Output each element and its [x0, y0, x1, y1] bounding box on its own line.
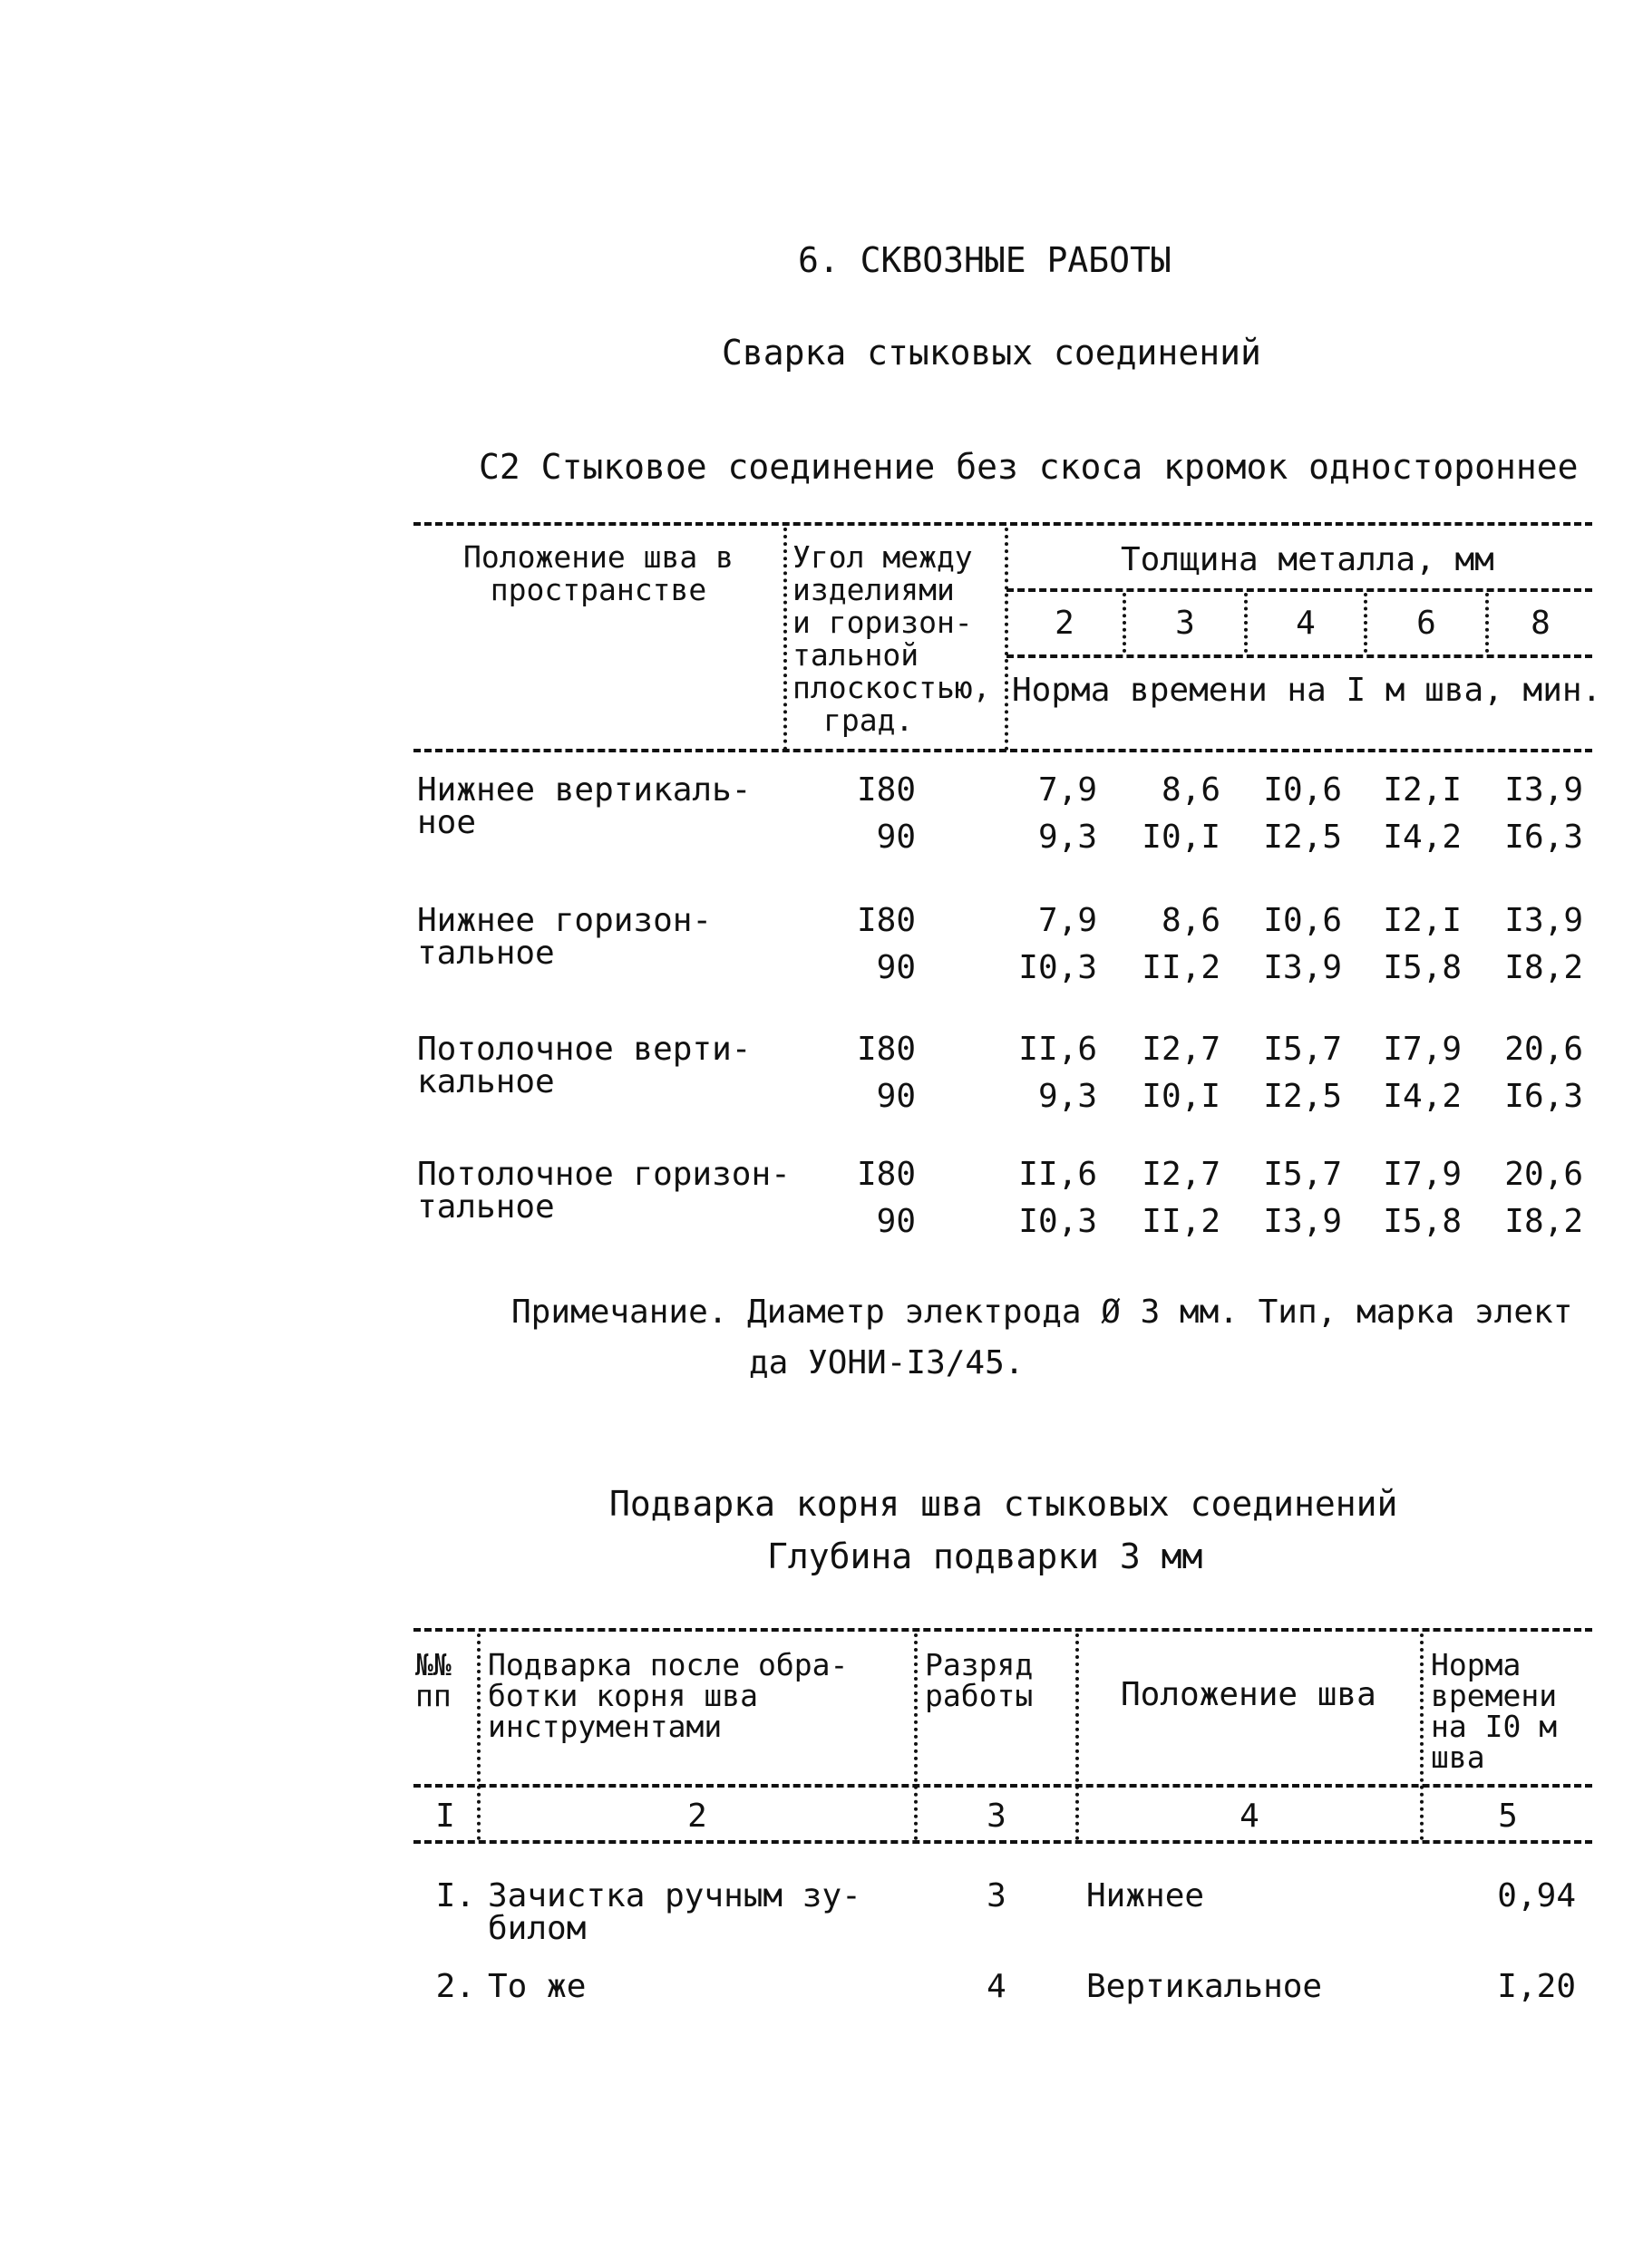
cell-value: I5,8 — [1383, 1203, 1462, 1240]
row-position-line1: Нижнее вертикаль- — [417, 771, 752, 809]
cell-value: I3,9 — [1504, 771, 1583, 809]
row-position-line2: ное — [417, 804, 477, 841]
row-position-line2: тальное — [417, 1188, 555, 1226]
row-angle: 90 — [876, 819, 916, 856]
cell-value: I7,9 — [1383, 1156, 1462, 1193]
row-angle: I80 — [856, 771, 916, 809]
row-method-line1: Зачистка ручным зу- — [488, 1877, 861, 1914]
cell-value: I0,6 — [1263, 771, 1342, 809]
cell-value: I2,5 — [1263, 819, 1342, 856]
cell-value: I3,9 — [1263, 1203, 1342, 1240]
header-position: Положение шва — [1121, 1676, 1376, 1713]
col-number: I — [435, 1798, 455, 1835]
table1-header-bottom-rule — [413, 749, 1592, 752]
cell-value: I3,9 — [1263, 949, 1342, 986]
header-num-line2: пп — [415, 1678, 452, 1713]
cell-value: I5,7 — [1263, 1156, 1342, 1193]
table2-header-rule — [413, 1784, 1592, 1788]
cell-value: 9,3 — [1037, 819, 1097, 856]
table1-top-rule — [413, 522, 1592, 526]
cell-value: I3,9 — [1504, 902, 1583, 939]
thickness-3: 3 — [1175, 605, 1195, 642]
cell-value: 8,6 — [1161, 902, 1220, 939]
header-method-line1: Подварка после обра- — [488, 1647, 849, 1682]
cell-value: II,6 — [1018, 1031, 1097, 1068]
cell-value: I2,7 — [1142, 1031, 1220, 1068]
header-position-line2: пространстве — [490, 572, 707, 607]
row-position-line2: кальное — [417, 1063, 555, 1100]
col-number: 4 — [1240, 1798, 1259, 1835]
table1-norm-rule — [1006, 654, 1592, 658]
table2-top-rule — [413, 1628, 1592, 1632]
row-norm: I,20 — [1497, 1968, 1576, 2005]
row-grade: 3 — [987, 1877, 1006, 1914]
row-angle: 90 — [876, 1078, 916, 1115]
col-number: 5 — [1498, 1798, 1518, 1835]
header-norm-line1: Норма — [1431, 1647, 1521, 1682]
header-norm-line4: шва — [1431, 1740, 1485, 1775]
row-position-line1: Потолочное горизон- — [417, 1156, 791, 1193]
cell-value: I2,5 — [1263, 1078, 1342, 1115]
row-position-line1: Потолочное верти- — [417, 1031, 752, 1068]
col-number: 3 — [987, 1798, 1006, 1835]
header-position-line1: Положение шва в — [462, 539, 734, 575]
header-angle-line6: град. — [823, 703, 914, 738]
row-method-line1: То же — [488, 1968, 587, 2005]
row-grade: 4 — [987, 1968, 1006, 2005]
cell-value: 20,6 — [1504, 1031, 1583, 1068]
thickness-8: 8 — [1531, 605, 1551, 642]
cell-value: 8,6 — [1161, 771, 1220, 809]
row-num: I. — [435, 1877, 475, 1914]
cell-value: II,6 — [1018, 1156, 1097, 1193]
thickness-2: 2 — [1055, 605, 1074, 642]
cell-value: I2,7 — [1142, 1156, 1220, 1193]
cell-value: I2,I — [1383, 771, 1462, 809]
thickness-6: 6 — [1416, 605, 1436, 642]
cell-value: I4,2 — [1383, 1078, 1462, 1115]
cell-value: I0,I — [1142, 1078, 1220, 1115]
cell-value: I0,3 — [1018, 949, 1097, 986]
row-position-line1: Нижнее горизон- — [417, 902, 713, 939]
subtitle: Сварка стыковых соединений — [722, 333, 1261, 373]
col-number: 2 — [687, 1798, 707, 1835]
section2-title: Подварка корня шва стыковых соединений — [609, 1484, 1398, 1524]
header-num-line1: №№ — [415, 1647, 452, 1682]
header-norm-line2: времени — [1431, 1678, 1558, 1713]
row-angle: I80 — [856, 902, 916, 939]
table1-col-divider — [783, 528, 787, 751]
header-norm-line3: на I0 м — [1431, 1709, 1558, 1744]
cell-value: I6,3 — [1504, 819, 1583, 856]
cell-value: 7,9 — [1037, 902, 1097, 939]
header-grade-line2: работы — [925, 1678, 1034, 1713]
header-angle-line2: изделиями — [792, 572, 955, 607]
header-method-line3: инструментами — [488, 1709, 723, 1744]
cell-value: I6,3 — [1504, 1078, 1583, 1115]
header-grade-line1: Разряд — [925, 1647, 1034, 1682]
header-angle-line3: и горизон- — [792, 605, 973, 640]
row-position: Вертикальное — [1086, 1968, 1323, 2005]
row-angle: I80 — [856, 1031, 916, 1068]
row-norm: 0,94 — [1497, 1877, 1576, 1914]
cell-value: I0,6 — [1263, 902, 1342, 939]
note-line2: да УОНИ-I3/45. — [749, 1344, 1025, 1381]
cell-value: 20,6 — [1504, 1156, 1583, 1193]
cell-value: I7,9 — [1383, 1031, 1462, 1068]
header-angle-line5: плоскостью, — [792, 670, 991, 705]
cell-value: I0,I — [1142, 819, 1220, 856]
cell-value: I5,8 — [1383, 949, 1462, 986]
header-angle-line1: Угол между — [792, 539, 973, 575]
section-title: 6. СКВОЗНЫЕ РАБОТЫ — [798, 240, 1171, 280]
header-angle-line4: тальной — [792, 637, 919, 673]
header-thickness: Толщина металла, мм — [1121, 541, 1494, 578]
note-line1: Примечание. Диаметр электрода Ø 3 мм. Тип, марка элект — [511, 1294, 1573, 1331]
row-position-line2: тальное — [417, 935, 555, 972]
row-angle: I80 — [856, 1156, 916, 1193]
cell-value: I2,I — [1383, 902, 1462, 939]
cell-value: II,2 — [1142, 1203, 1220, 1240]
table1-thickness-rule — [1006, 588, 1592, 592]
row-method-line2: билом — [488, 1910, 587, 1947]
cell-value: II,2 — [1142, 949, 1220, 986]
header-norm: Норма времени на I м шва, мин. — [1012, 672, 1602, 709]
cell-value: I8,2 — [1504, 1203, 1583, 1240]
cell-value: I8,2 — [1504, 949, 1583, 986]
cell-value: I5,7 — [1263, 1031, 1342, 1068]
row-num: 2. — [435, 1968, 475, 2005]
section2-subtitle: Глубина подварки 3 мм — [767, 1536, 1203, 1576]
row-angle: 90 — [876, 949, 916, 986]
table2-numbers-rule — [413, 1840, 1592, 1844]
header-method-line2: ботки корня шва — [488, 1678, 759, 1713]
cell-value: I4,2 — [1383, 819, 1462, 856]
row-position: Нижнее — [1086, 1877, 1205, 1914]
cell-value: I0,3 — [1018, 1203, 1097, 1240]
row-angle: 90 — [876, 1203, 916, 1240]
cell-value: 9,3 — [1037, 1078, 1097, 1115]
cell-value: 7,9 — [1037, 771, 1097, 809]
joint-title: С2 Стыковое соединение без скоса кромок одностороннее — [479, 447, 1579, 487]
thickness-4: 4 — [1296, 605, 1316, 642]
